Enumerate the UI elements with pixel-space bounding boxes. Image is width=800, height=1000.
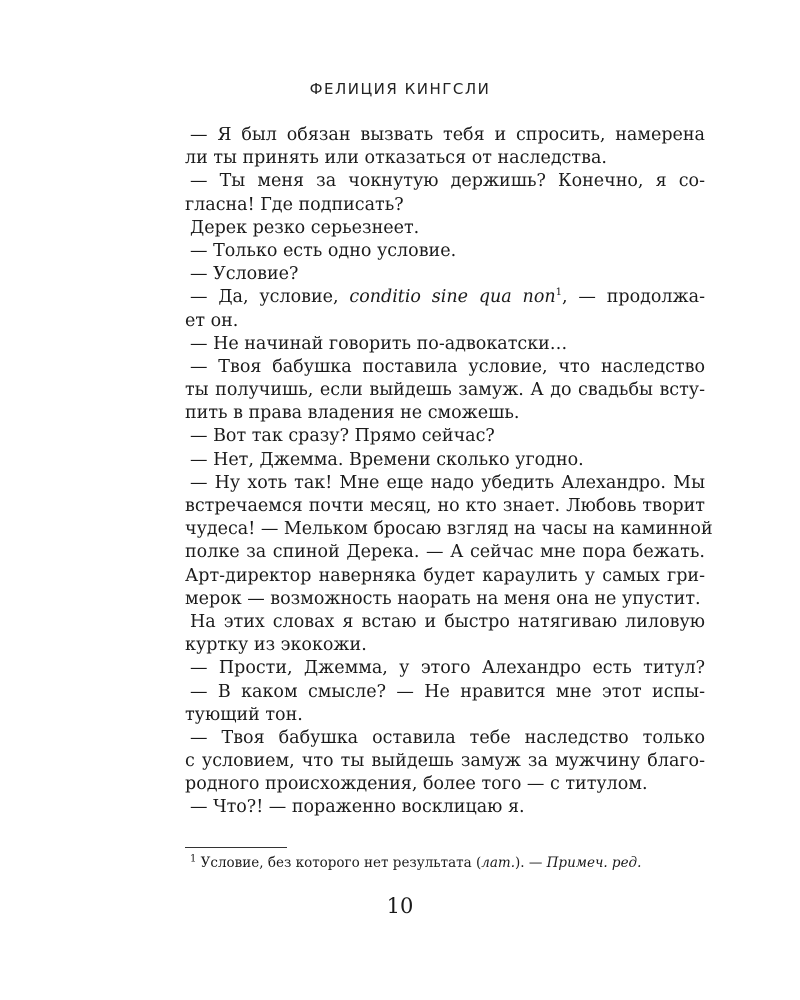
text-segment: , — продолжа- bbox=[562, 287, 705, 308]
text-line: тующий тон. bbox=[185, 704, 303, 725]
latin-phrase: conditio sine qua non bbox=[349, 287, 556, 308]
text-line: — Не начинай говорить по-адвокатски… bbox=[190, 333, 568, 354]
footnote-marker: 1 bbox=[190, 853, 197, 865]
text-line: — Я был обязан вызвать тебя и спросить, намерена bbox=[190, 125, 705, 145]
text-line: — Твоя бабушка оставила тебе наследство только bbox=[190, 727, 705, 748]
text-line: — Нет, Джемма. Времени сколько угодно. bbox=[190, 449, 584, 470]
text-line: ты получишь, если выйдешь замуж. А до свадьбы всту- bbox=[185, 380, 705, 401]
footnote-editor-note: Примеч. ред. bbox=[546, 855, 642, 871]
text-line: полке за спиной Дерека. — А сейчас мне пора бежать. bbox=[185, 542, 705, 563]
text-line: — Прости, Джемма, у этого Алехандро есть титул? bbox=[190, 658, 705, 679]
text-line: — Что?! — пораженно восклицаю я. bbox=[190, 797, 525, 818]
footnote-lang: лат. bbox=[481, 855, 516, 871]
footnote-text: Условие, без которого нет результата ( bbox=[196, 855, 482, 871]
text-line: мерок — возможность наорать на меня она не упустит. bbox=[185, 588, 701, 609]
text-line: Дерек резко серьезнеет. bbox=[190, 217, 420, 238]
footnote-divider bbox=[185, 847, 287, 848]
text-line: с условием, что ты выйдешь замуж за мужчину благо- bbox=[185, 751, 705, 772]
text-line: Арт-директор наверняка будет караулить у самых гри- bbox=[185, 565, 705, 586]
text-line: — Ну хоть так! Мне еще надо убедить Алехандро. Мы bbox=[190, 472, 705, 493]
text-line: — Только есть одно условие. bbox=[190, 240, 457, 261]
text-line: куртку из экокожи. bbox=[185, 635, 367, 656]
text-line: пить в права владения не сможешь. bbox=[185, 403, 520, 424]
footnote bbox=[185, 853, 705, 873]
footnote-separator: ). — bbox=[515, 855, 547, 871]
text-line: гласна! Где подписать? bbox=[185, 194, 404, 215]
page-number: 10 bbox=[386, 894, 414, 918]
text-line: — Ты меня за чокнутую держишь? Конечно, я со- bbox=[190, 171, 705, 192]
text-segment: — Да, условие, bbox=[190, 287, 339, 308]
running-head: ФЕЛИЦИЯ КИНГСЛИ bbox=[309, 80, 491, 98]
body-text bbox=[185, 124, 713, 820]
text-line: ет он. bbox=[185, 310, 239, 331]
text-line: — В каком смысле? — Не нравится мне этот испы- bbox=[190, 681, 705, 702]
text-line: — Вот так сразу? Прямо сейчас? bbox=[190, 426, 495, 447]
text-line bbox=[185, 286, 705, 309]
footnote-ref: 1 bbox=[555, 287, 562, 299]
text-line: На этих словах я встаю и быстро натягиваю лиловую bbox=[190, 611, 705, 632]
text-line: — Твоя бабушка поставила условие, что наследство bbox=[190, 356, 705, 377]
text-line: встречаемся почти месяц, но кто знает. Любовь творит bbox=[185, 496, 705, 516]
text-line: чудеса! — Мельком бросаю взгляд на часы на каминной bbox=[185, 519, 713, 540]
text-line: — Условие? bbox=[190, 264, 299, 285]
text-line: родного происхождения, более того — с титулом. bbox=[185, 774, 648, 795]
text-line: ли ты принять или отказаться от наследства. bbox=[185, 148, 607, 169]
